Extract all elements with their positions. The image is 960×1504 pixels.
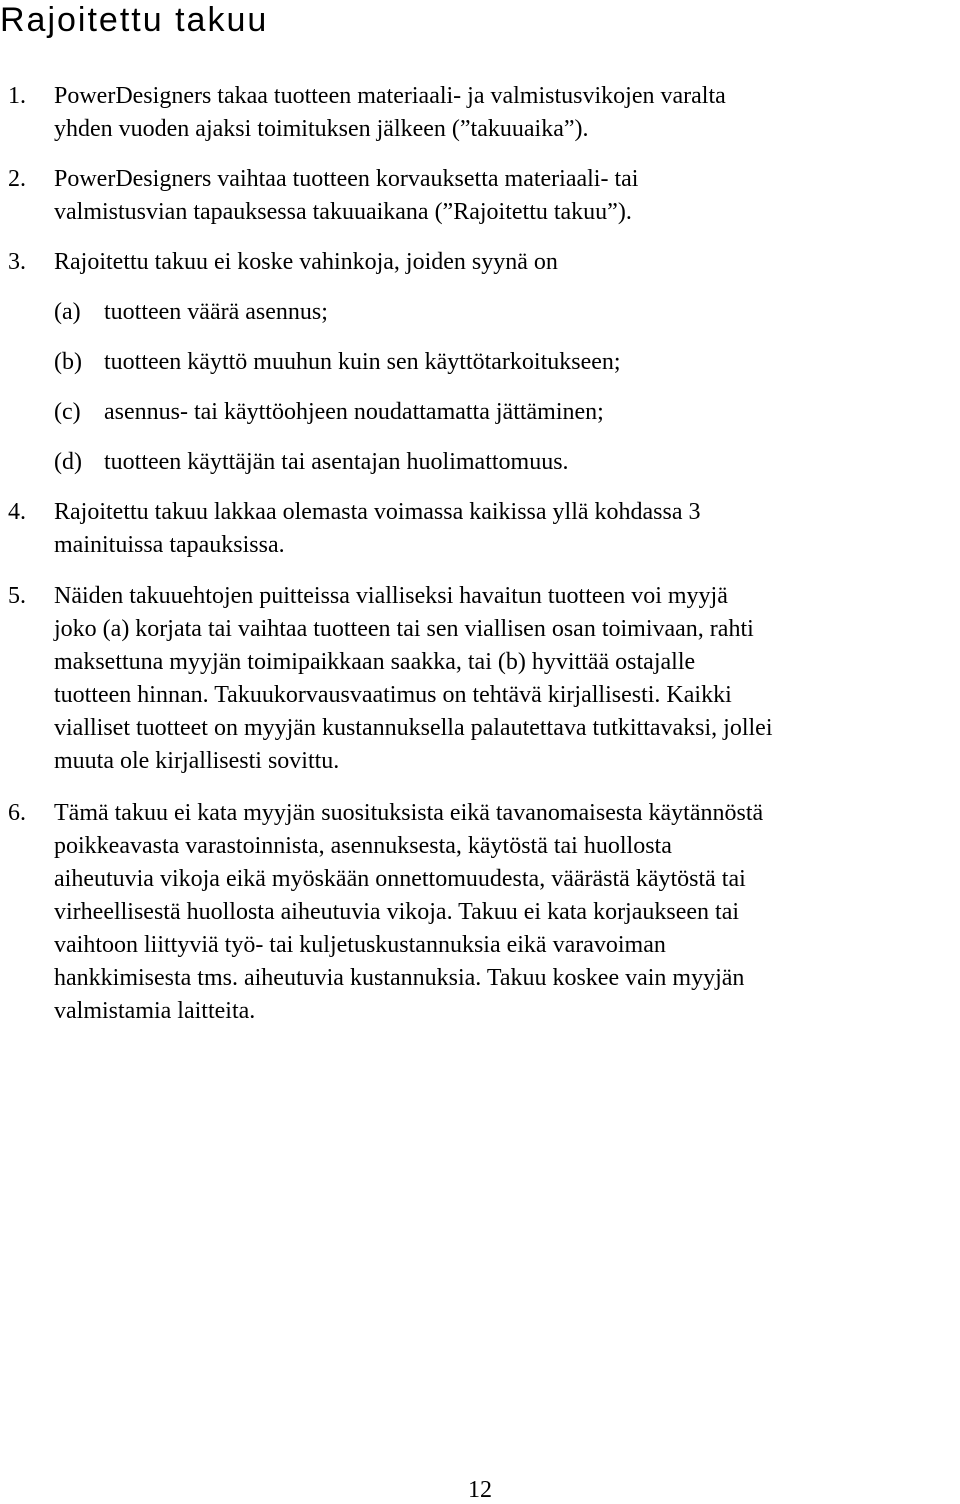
sub-item-label: (b) bbox=[54, 349, 82, 375]
item-text: Näiden takuuehtojen puitteissa vialliseksi havaitun tuotteen voi myyjä joko (a) korjata tai vaihtaa tuotteen tai sen viallisen osan toimivaan, rahti maksettuna myyjän toimipaikkaan saakka, tai (b) hyvittää ostajalle tuotteen hinnan. Takuukorvausvaatimus on tehtävä kirjallisesti. Kaikki vialliset tuotteet on myyjän kustannuksella palautettava tutkittavaksi, jollei muuta ole kirjallisesti sovittu. bbox=[54, 583, 773, 774]
item-text: PowerDesigners vaihtaa tuotteen korvauksetta materiaali- tai valmistusvian tapauksessa takuuaikana (”Rajoitettu takuu”). bbox=[54, 166, 639, 225]
sub-item-text: tuotteen käyttö muuhun kuin sen käyttötarkoitukseen; bbox=[104, 349, 621, 375]
item-text: PowerDesigners takaa tuotteen materiaali- ja valmistusvikojen varalta yhden vuoden ajaksi toimituksen jälkeen (”takuuaika”). bbox=[54, 83, 726, 142]
item-text: Tämä takuu ei kata myyjän suosituksista eikä tavanomaisesta käytännöstä poikkeavasta varastoinnista, asennuksesta, käytöstä tai huollosta aiheutuvia vikoja eikä myöskään onnettomuudesta, väärästä käytöstä tai virheellisestä huollosta aiheutuvia vikoja. Takuu ei kata korjaukseen tai vaihtoon liittyviä työ- tai kuljetuskustannuksia eikä varavoiman hankkimisesta tms. aiheutuvia kustannuksia. Takuu koskee vain myyjän valmistamia laitteita. bbox=[54, 800, 764, 1024]
item-number: 1. bbox=[8, 83, 26, 109]
sub-item-label: (d) bbox=[54, 449, 82, 475]
item-text: Rajoitettu takuu lakkaa olemasta voimassa kaikissa yllä kohdassa 3 mainituissa tapauksissa. bbox=[54, 499, 701, 558]
item-number: 2. bbox=[8, 166, 26, 192]
item-number: 4. bbox=[8, 499, 26, 525]
item-text: Rajoitettu takuu ei koske vahinkoja, joiden syynä on bbox=[54, 249, 558, 275]
sub-item-text: asennus- tai käyttöohjeen noudattamatta jättäminen; bbox=[104, 399, 604, 425]
page-title: Rajoitettu takuu bbox=[0, 1, 269, 39]
sub-item-text: tuotteen väärä asennus; bbox=[104, 299, 328, 325]
page-number: 12 bbox=[468, 1477, 492, 1503]
sub-item-label: (c) bbox=[54, 399, 81, 425]
item-number: 6. bbox=[8, 800, 26, 826]
item-number: 3. bbox=[8, 249, 26, 275]
sub-item-label: (a) bbox=[54, 299, 81, 325]
item-number: 5. bbox=[8, 583, 26, 609]
sub-item-text: tuotteen käyttäjän tai asentajan huolimattomuus. bbox=[104, 449, 569, 475]
